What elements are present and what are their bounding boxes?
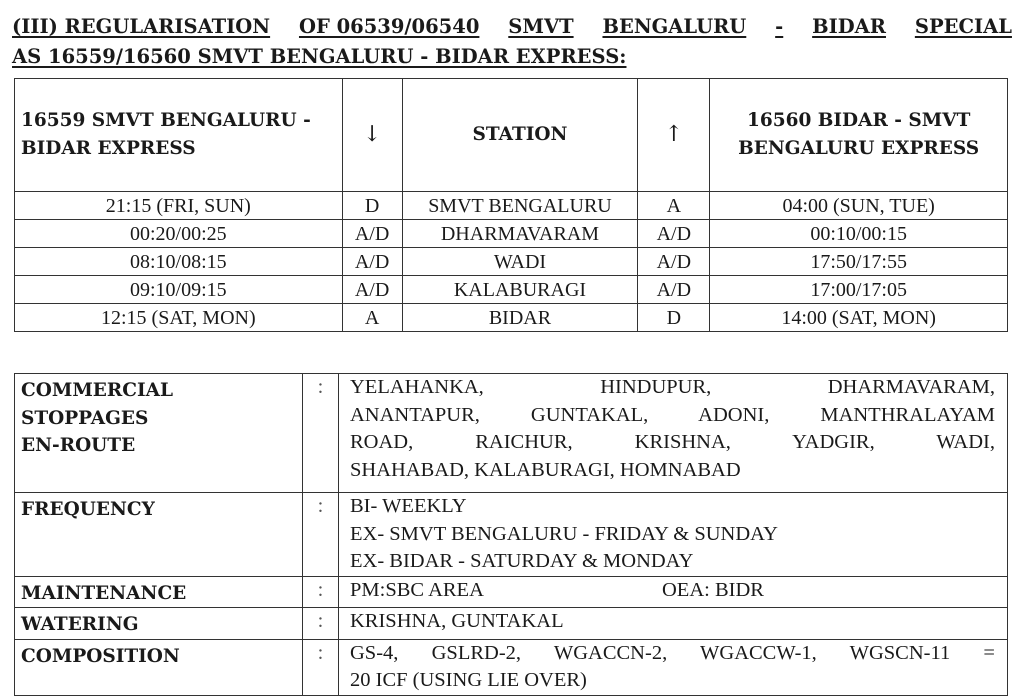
value-line: EX- BIDAR - SATURDAY & MONDAY: [350, 550, 694, 572]
heading-line-2: AS 16559/16560 SMVT BENGALURU - BIDAR EXPRESS:: [12, 45, 627, 68]
heading-word: BENGALURU: [602, 15, 747, 38]
section-heading: [12, 12, 1012, 72]
frequency-label: FREQUENCY: [15, 493, 303, 577]
down-arrow-icon: ↓: [342, 79, 402, 192]
arr-dep-up: A/D: [638, 276, 710, 304]
heading-word: OF 06539/06540: [298, 15, 480, 38]
arr-dep-up: A/D: [638, 248, 710, 276]
header-right-train: 16560 BIDAR - SMVT BENGALURU EXPRESS: [710, 79, 1008, 192]
heading-line-1: [12, 12, 1012, 42]
time-down: 08:10/08:15: [15, 248, 343, 276]
time-up: 04:00 (SUN, TUE): [710, 192, 1008, 220]
timetable: [14, 78, 1008, 332]
maintenance-oea: OEA: BIDR: [662, 578, 764, 601]
train-info-table: [14, 373, 1008, 696]
arr-dep-up: A/D: [638, 220, 710, 248]
heading-word: SPECIAL: [914, 15, 1012, 38]
stoppages-value: [339, 374, 1008, 493]
heading-word: SMVT: [508, 15, 574, 38]
table-row: [15, 304, 1008, 332]
timetable-header-row: [15, 79, 1008, 192]
time-down: 00:20/00:25: [15, 220, 343, 248]
time-up: 17:50/17:55: [710, 248, 1008, 276]
arr-dep-down: A/D: [342, 248, 402, 276]
value-line: SHAHABAD, KALABURAGI, HOMNABAD: [350, 458, 741, 481]
table-row: [15, 276, 1008, 304]
up-arrow-icon: ↑: [638, 79, 710, 192]
value-line: BI- WEEKLY: [350, 495, 467, 517]
maintenance-split: [350, 577, 995, 605]
value-line: EX- SMVT BENGALURU - FRIDAY & SUNDAY: [350, 522, 778, 545]
time-up: 00:10/00:15: [710, 220, 1008, 248]
info-row-maintenance: [15, 576, 1008, 608]
time-down: 09:10/09:15: [15, 276, 343, 304]
header-left-train: 16559 SMVT BENGALURU - BIDAR EXPRESS: [15, 79, 343, 192]
value-line: GS-4, GSLRD-2, WGACCN-2, WGACCW-1, WGSCN-11 =: [350, 641, 995, 664]
value-line: 20 ICF (USING LIE OVER): [350, 669, 587, 691]
table-row: [15, 220, 1008, 248]
watering-label: WATERING: [15, 608, 303, 640]
value-line: ANANTAPUR, GUNTAKAL, ADONI, MANTHRALAYAM: [350, 403, 995, 426]
maintenance-label: MAINTENANCE: [15, 576, 303, 608]
station-name: KALABURAGI: [402, 276, 638, 304]
arr-dep-down: A: [342, 304, 402, 332]
composition-label: COMPOSITION: [15, 639, 303, 695]
frequency-value: [339, 493, 1008, 577]
arr-dep-down: A/D: [342, 276, 402, 304]
heading-word: -: [775, 15, 784, 38]
value-line: YELAHANKA, HINDUPUR, DHARMAVARAM,: [350, 376, 995, 398]
station-name: BIDAR: [402, 304, 638, 332]
info-row-frequency: [15, 493, 1008, 577]
arr-dep-down: D: [342, 192, 402, 220]
colon-separator: :: [303, 374, 339, 493]
composition-value: [339, 639, 1008, 695]
colon-separator: :: [303, 608, 339, 640]
label-line: COMMERCIAL: [21, 380, 174, 401]
colon-separator: :: [303, 576, 339, 608]
colon-separator: :: [303, 493, 339, 577]
colon-separator: :: [303, 639, 339, 695]
station-name: SMVT BENGALURU: [402, 192, 638, 220]
header-station: STATION: [402, 79, 638, 192]
station-name: DHARMAVARAM: [402, 220, 638, 248]
maintenance-pm: PM:SBC AREA: [350, 578, 484, 601]
label-line: STOPPAGES: [21, 407, 149, 429]
table-row: [15, 248, 1008, 276]
info-row-stoppages: [15, 374, 1008, 493]
info-row-watering: [15, 608, 1008, 640]
time-up: 17:00/17:05: [710, 276, 1008, 304]
label-line: EN-ROUTE: [21, 435, 136, 456]
stoppages-label: [15, 374, 303, 493]
station-name: WADI: [402, 248, 638, 276]
arr-dep-down: A/D: [342, 220, 402, 248]
value-line: ROAD, RAICHUR, KRISHNA, YADGIR, WADI,: [350, 431, 995, 453]
time-down: 12:15 (SAT, MON): [15, 304, 343, 332]
arr-dep-up: A: [638, 192, 710, 220]
watering-value: KRISHNA, GUNTAKAL: [339, 608, 1008, 640]
info-row-composition: [15, 639, 1008, 695]
heading-word: (III) REGULARISATION: [12, 15, 271, 38]
time-down: 21:15 (FRI, SUN): [15, 192, 343, 220]
heading-word: BIDAR: [812, 15, 886, 38]
table-row: [15, 192, 1008, 220]
arr-dep-up: D: [638, 304, 710, 332]
maintenance-value: [339, 576, 1008, 608]
time-up: 14:00 (SAT, MON): [710, 304, 1008, 332]
